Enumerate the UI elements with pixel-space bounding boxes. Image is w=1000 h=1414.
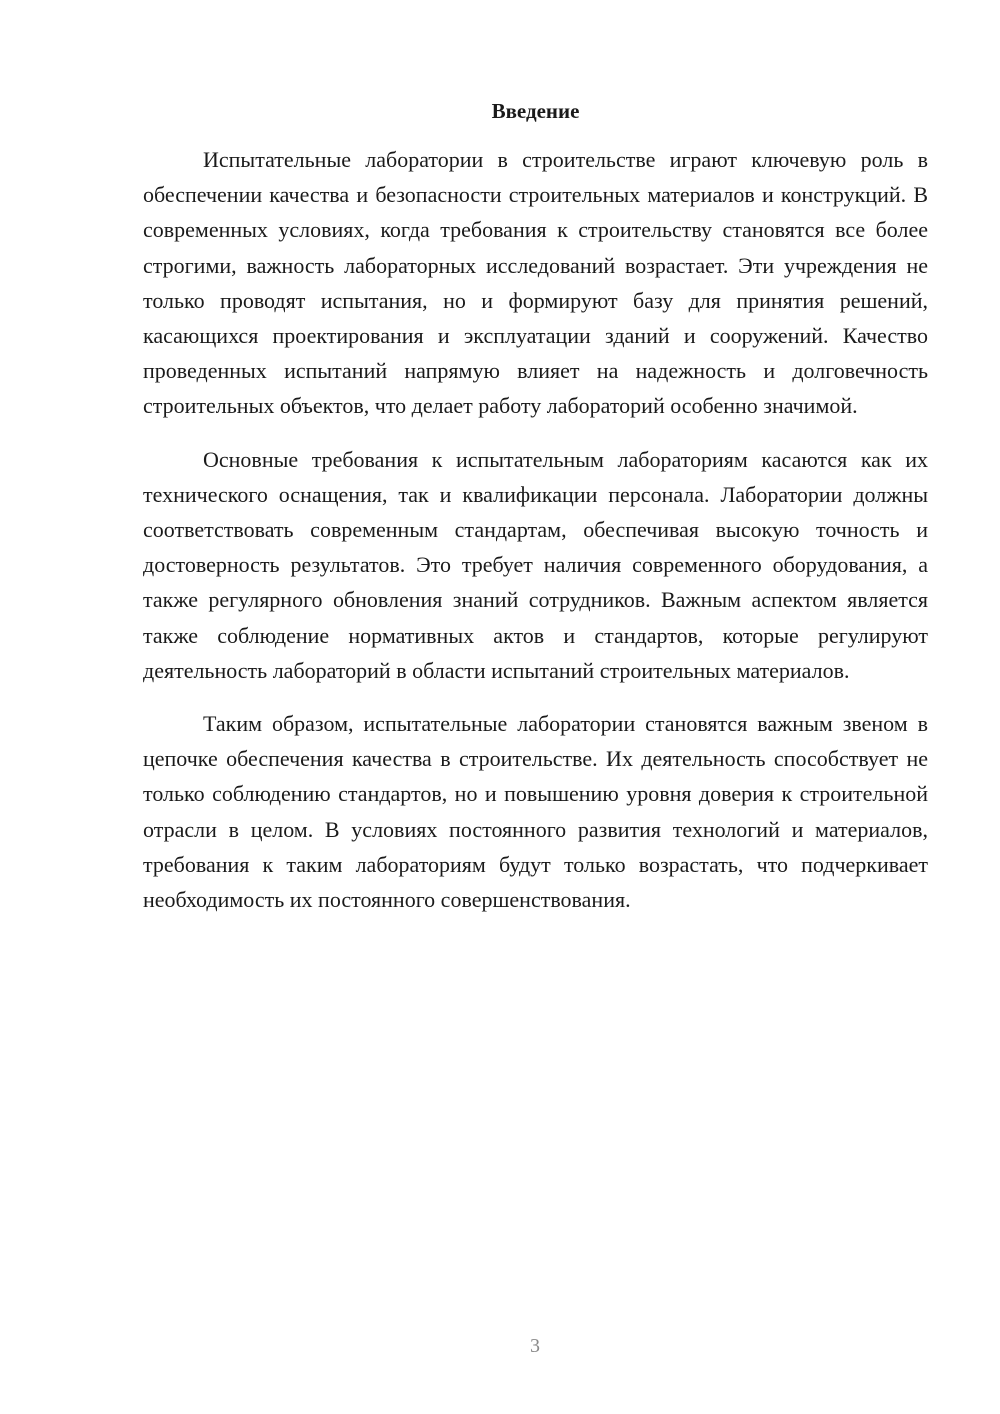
section-title: Введение [491, 99, 580, 123]
page-number: 3 [530, 1335, 540, 1357]
paragraph-3: Таким образом, испытательные лаборатории становятся важным звеном в цепочке обеспечения качества в строительстве. Их деятельность способствует не только соблюдению стандартов, но и повышению уровня доверия к строительной отрасли в целом. В условиях постоянного развития технологий и материалов, требования к таким лабораториям будут только возрастать, что подчеркивает необходимость их постоянного совершенствования. [143, 711, 928, 913]
paragraph-2: Основные требования к испытательным лабораториям касаются как их технического оснащения, так и квалификации персонала. Лаборатории должны соответствовать современным стандартам, обеспечивая высокую точность и достоверность результатов. Это требует наличия современного оборудования, а также регулярного обновления знаний сотрудников. Важным аспектом является также соблюдение нормативных актов и стандартов, которые регулируют деятельность лабораторий в области испытаний строительных материалов. [143, 446, 928, 683]
body-text [143, 142, 928, 917]
paragraph-1: Испытательные лаборатории в строительстве играют ключевую роль в обеспечении качества и безопасности строительных материалов и конструкций. В современных условиях, когда требования к строительству становятся все более строгими, важность лабораторных исследований возрастает. Эти учреждения не только проводят испытания, но и формируют базу для принятия решений, касающихся проектирования и эксплуатации зданий и сооружений. Качество проведенных испытаний напрямую влияет на надежность и долговечность строительных объектов, что делает работу лабораторий особенно значимой. [143, 147, 928, 419]
